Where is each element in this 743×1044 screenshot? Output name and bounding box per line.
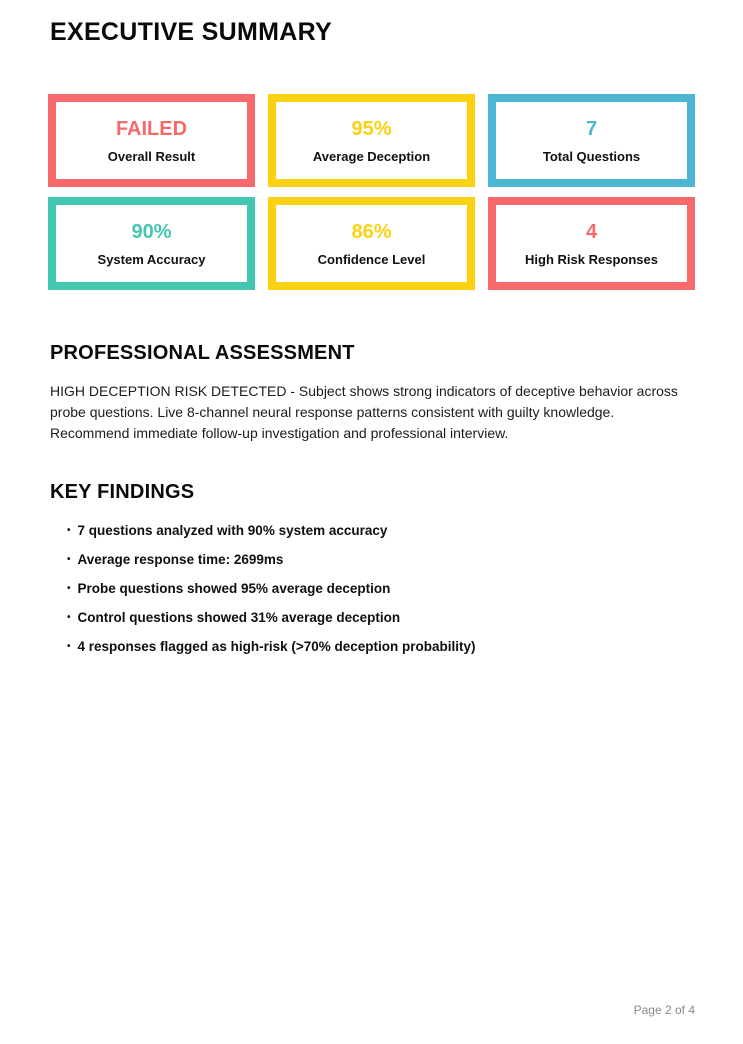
- stat-label: System Accuracy: [97, 251, 206, 267]
- stat-value: 7: [585, 117, 598, 140]
- assessment-body: HIGH DECEPTION RISK DETECTED - Subject shows strong indicators of deceptive behavior across probe questions. Live 8-channel neural response patterns consistent with guilty knowledge. Recommend immediate follow-up investigation and professional interview.: [50, 383, 678, 441]
- stat-card-overall-result: [48, 94, 255, 187]
- stat-label: Confidence Level: [317, 251, 426, 267]
- stat-value: FAILED: [115, 117, 188, 140]
- assessment-heading: PROFESSIONAL ASSESSMENT: [50, 342, 355, 364]
- finding-item: [67, 611, 695, 625]
- finding-text: Average response time: 2699ms: [77, 552, 284, 567]
- stat-label: Overall Result: [107, 148, 196, 164]
- bullet-icon: •: [67, 612, 71, 623]
- stat-card-high-risk-responses: [488, 197, 695, 290]
- finding-item: [67, 582, 695, 596]
- stat-card-system-accuracy: [48, 197, 255, 290]
- stat-card-average-deception: [268, 94, 475, 187]
- stat-value: 95%: [351, 117, 392, 140]
- finding-text: Control questions showed 31% average deception: [77, 610, 401, 625]
- stat-label: High Risk Responses: [525, 251, 658, 267]
- finding-item: [67, 524, 695, 538]
- bullet-icon: •: [67, 641, 71, 652]
- stats-grid: [48, 94, 695, 290]
- findings-list: [67, 524, 695, 654]
- page-title: EXECUTIVE SUMMARY: [50, 18, 332, 46]
- finding-item: [67, 640, 695, 654]
- bullet-icon: •: [67, 525, 71, 536]
- finding-text: Probe questions showed 95% average deception: [77, 581, 391, 596]
- finding-text: 4 responses flagged as high-risk (>70% deception probability): [77, 639, 476, 654]
- bullet-icon: •: [67, 554, 71, 565]
- stat-label: Total Questions: [542, 148, 641, 164]
- stat-card-total-questions: [488, 94, 695, 187]
- finding-text: 7 questions analyzed with 90% system accuracy: [77, 523, 388, 538]
- stat-value: 86%: [351, 220, 392, 243]
- stat-value: 4: [585, 220, 598, 243]
- stat-value: 90%: [131, 220, 172, 243]
- finding-item: [67, 553, 695, 567]
- page-number: Page 2 of 4: [633, 1003, 695, 1017]
- bullet-icon: •: [67, 583, 71, 594]
- stat-label: Average Deception: [312, 148, 431, 164]
- stat-card-confidence-level: [268, 197, 475, 290]
- findings-heading: KEY FINDINGS: [50, 481, 195, 503]
